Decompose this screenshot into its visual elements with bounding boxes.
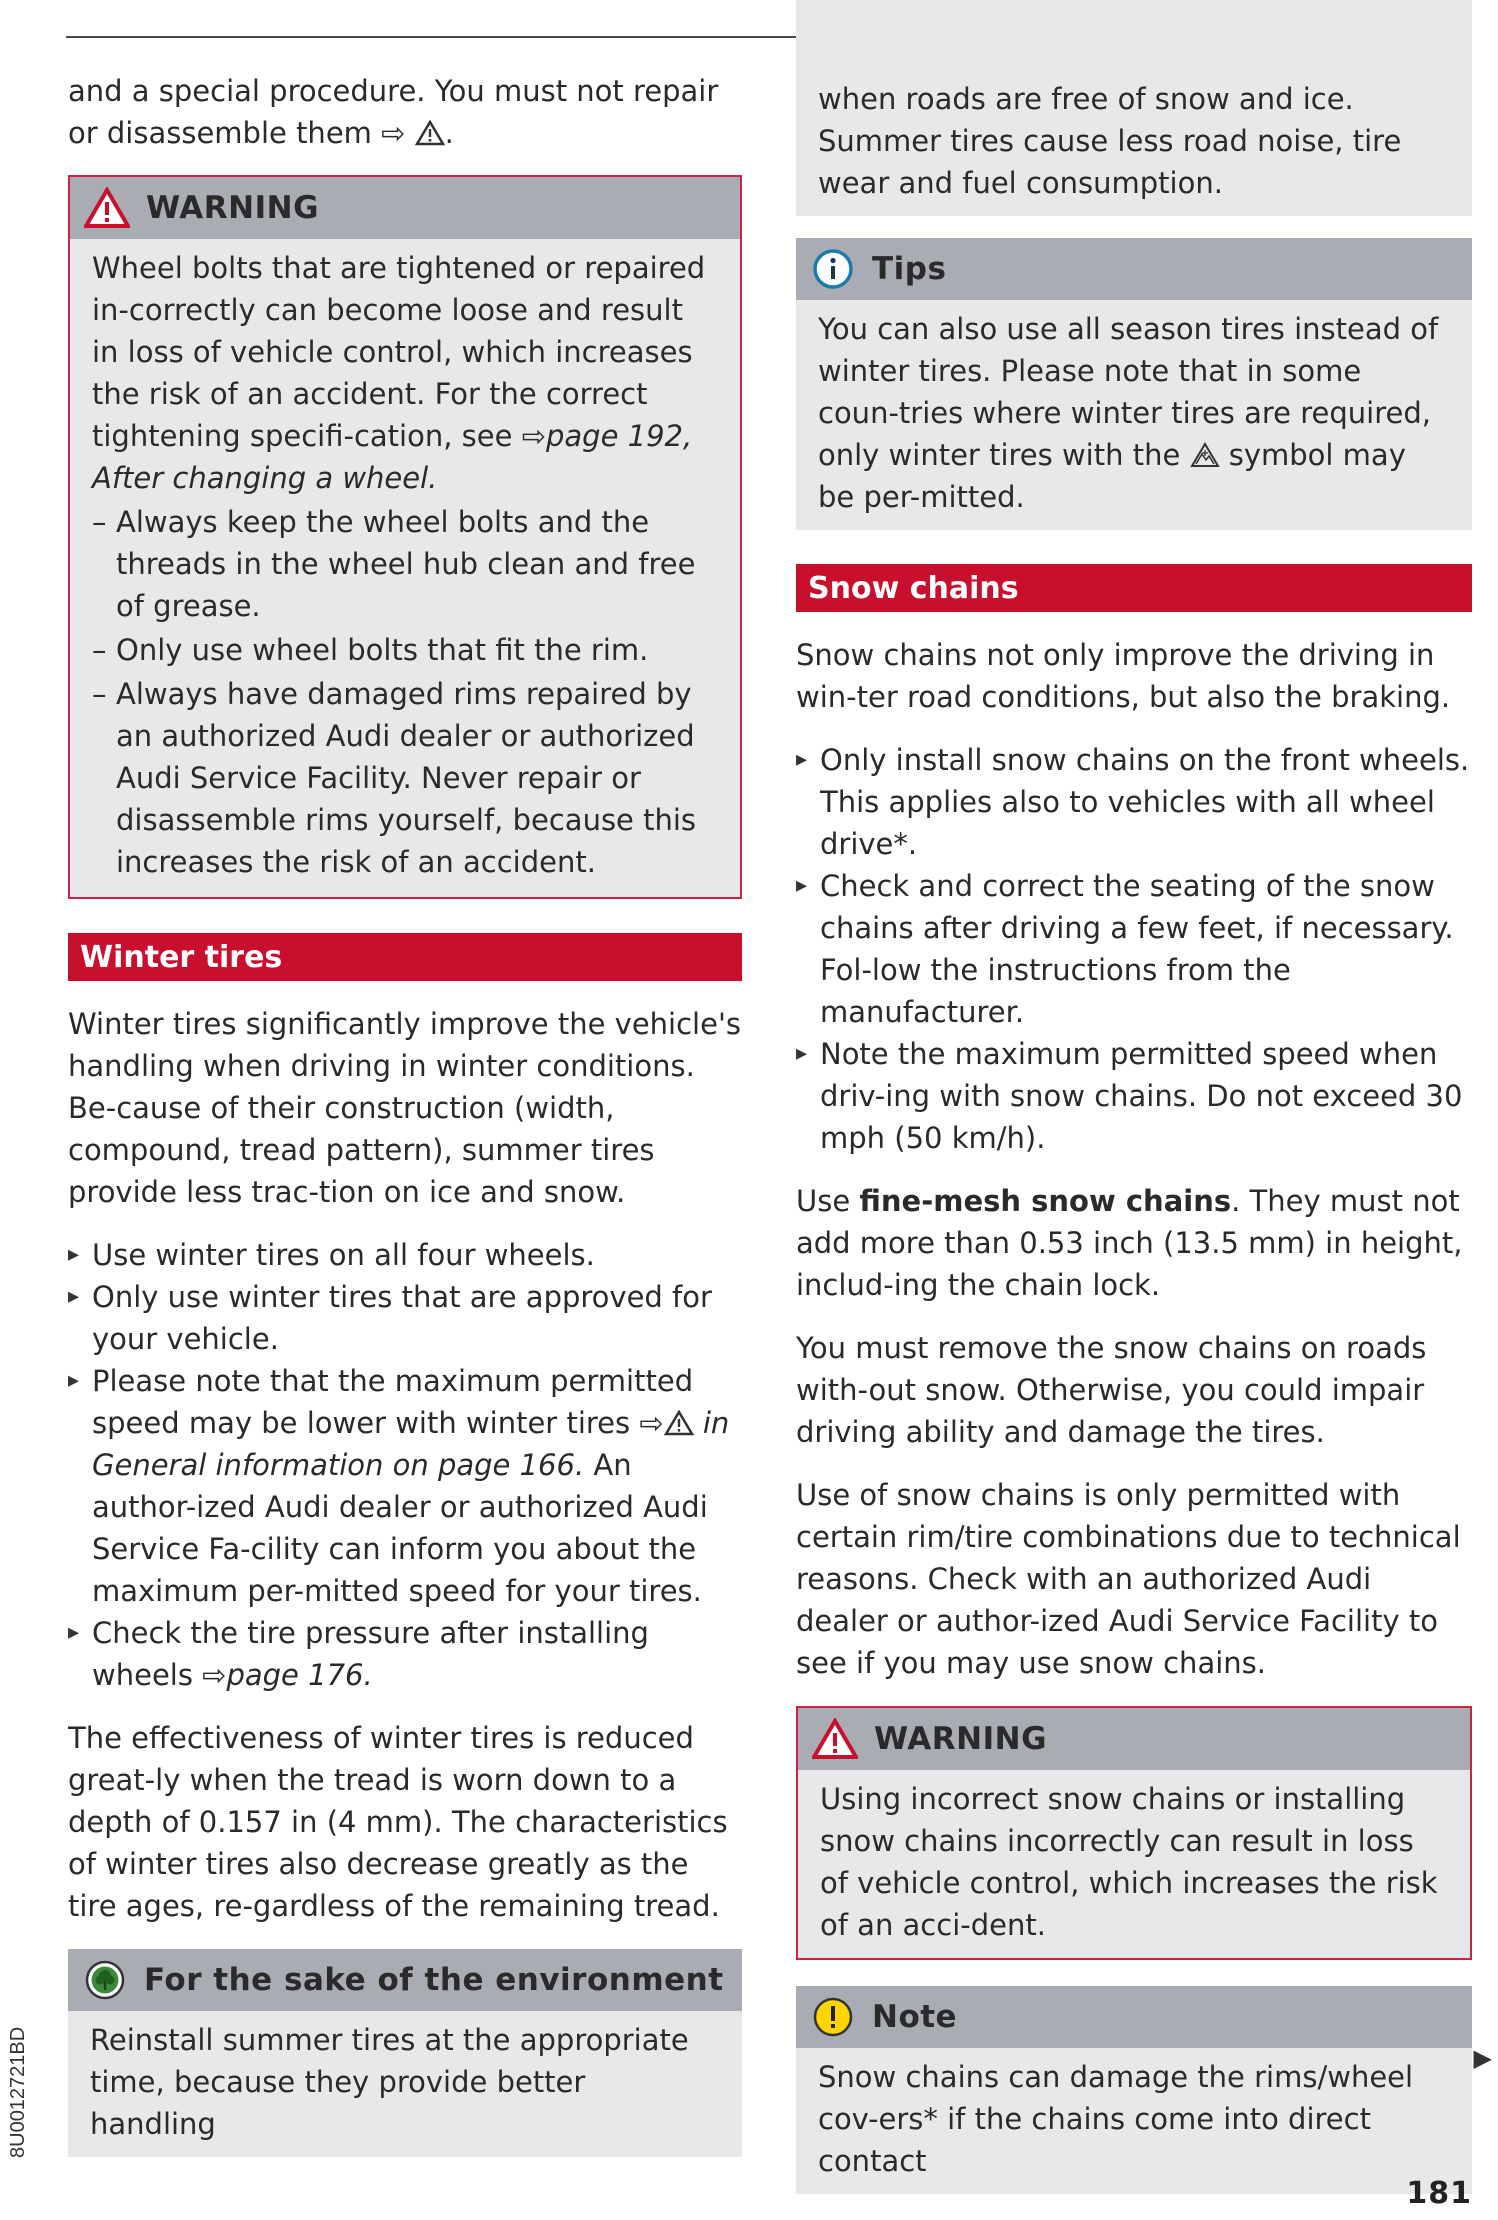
page-ref-192[interactable]: ⇨page 192, After changing a wheel. [92,419,693,495]
warning-box-wheel-bolts [68,175,742,899]
winter-tread-paragraph: The effectiveness of winter tires is reduced great-ly when the tread is worn down to a depth of 0.157 in (4 mm). The characteristics of winter tires also decrease greatly as the tire ages, re-gardless of the remaining tread. [68,1721,728,1923]
tips-box [796,238,1472,530]
info-icon [810,248,856,290]
remove-chains-paragraph: You must remove the snow chains on roads with-out snow. Otherwise, you could impair driving ability and damage the tires. [796,1331,1427,1449]
page-ref-166[interactable]: in General information on page 166. [92,1406,730,1482]
warning-box-snow-chains [796,1706,1472,1960]
winter-intro: Winter tires significantly improve the vehicle's handling when driving in winter conditions. Be-cause of their construction (width, compound, tread pattern), summer tires provide less trac-tion on ice and snow. [68,1007,742,1209]
page-ref-176[interactable]: ⇨page 176. [202,1658,373,1692]
list-item: ▸ Only install snow chains on the front wheels. This applies also to vehicles with all wheel drive*. [796,739,1472,865]
intro-text: and a special procedure. You must not repair or disassemble them ⇨ [68,74,719,150]
bullet-text: Please note that the maximum permitted speed may be lower with winter tires ⇨ [92,1364,694,1440]
warning-header [798,1708,1470,1770]
environment-label: For the sake of the environment [144,1962,724,1998]
list-item: ▸ Check and correct the seating of the snow chains after driving a few feet, if necessary. Fol-low the instructions from the manufacturer. [796,865,1472,1033]
list-item: – Always have damaged rims repaired by an authorized Audi dealer or authorized Audi Service Facility. Never repair or disassemble rims yourself, because this increases the risk of an accident. [92,673,718,883]
warning-label: WARNING [874,1721,1048,1757]
para-text: . They must not add more than 0.53 inch (13.5 mm) in height, includ-ing the chain lock. [796,1184,1463,1302]
intro-paragraph: and a special procedure. You must not repair or disassemble them ⇨ . [68,74,719,150]
bullet-text: Check the tire pressure after installing wheels [92,1616,649,1692]
warning-list [92,501,718,883]
page-number: 181 [1406,2176,1472,2211]
list-item: – Only use wheel bolts that fit the rim. [92,629,718,671]
warning-label: WARNING [146,190,320,226]
environment-header [68,1949,742,2011]
left-column [68,70,742,2183]
bullet-text: An author-ized Audi dealer or authorized Audi Service Fa-cility can inform you about the maximum per-mitted speed for your tires. [92,1448,708,1608]
note-box [796,1986,1472,2194]
warning-text [92,247,718,499]
fine-mesh-paragraph [796,1180,1472,1306]
note-exclamation-icon [810,1996,856,2038]
list-item [68,1612,742,1696]
bold-term: fine-mesh snow chains [859,1184,1232,1218]
tips-text-a: You can also use all season tires instead of winter tires. Please note that in some coun-tries where winter tires are required, only winter tires with the [818,312,1439,472]
snowflake-mountain-icon [1190,442,1220,468]
continued-text-box [796,0,1472,216]
document-code-text: 8U0012721BD [7,2026,29,2158]
list-item: ▸ Only use winter tires that are approved for your vehicle. [68,1276,742,1360]
winter-bullets [68,1234,742,1696]
environment-box [68,1949,742,2157]
right-column [796,0,1472,2220]
list-item [68,1360,742,1612]
combination-paragraph: Use of snow chains is only permitted with certain rim/tire combinations due to technical reasons. Check with an authorized Audi dealer or author-ized Audi Service Facility to see if you may use snow chains. [796,1478,1461,1680]
continued-text: when roads are free of snow and ice. Summer tires cause less road noise, tire wear and fuel consumption. [818,82,1402,200]
section-title-text: Snow chains [808,570,1019,606]
warning-triangle-icon [84,187,130,229]
tips-text-b: symbol may be per-mitted. [818,438,1406,514]
snow-intro: Snow chains not only improve the driving in win-ter road conditions, but also the braking. [796,638,1451,714]
continue-arrow-icon: ▶ [1473,2044,1492,2072]
document-code [2,1980,34,2160]
para-text: Use [796,1184,860,1218]
list-item: – Always keep the wheel bolts and the threads in the wheel hub clean and free of grease. [92,501,718,627]
section-title-text: Winter tires [80,939,283,975]
tips-label: Tips [872,251,947,287]
warning-text-main: Wheel bolts that are tightened or repaired in-correctly can become loose and result in loss of vehicle control, which increases the risk of an accident. For the correct tightening specifi-cation, see [92,251,706,453]
warning-triangle-icon [415,120,445,146]
note-text: Snow chains can damage the rims/wheel cov-ers* if the chains come into direct contact [818,2060,1414,2178]
snow-bullets [796,739,1472,1159]
note-header [796,1986,1472,2048]
warning-triangle-icon [812,1718,858,1760]
warning-text: Using incorrect snow chains or installing snow chains incorrectly can result in loss of vehicle control, which increases the risk of an acci-dent. [820,1782,1438,1942]
note-label: Note [872,1999,958,2035]
environment-text: Reinstall summer tires at the appropriate time, because they provide better handling [90,2023,689,2141]
tips-text [818,308,1450,518]
section-title-snow-chains [796,564,1472,612]
warning-triangle-icon [664,1410,694,1436]
section-title-winter-tires [68,933,742,981]
list-item: ▸ Use winter tires on all four wheels. [68,1234,742,1276]
list-item: ▸ Note the maximum permitted speed when driv-ing with snow chains. Do not exceed 30 mph (50 km/h). [796,1033,1472,1159]
environment-tree-icon [82,1959,128,2001]
tips-header [796,238,1472,300]
warning-header [70,177,740,239]
